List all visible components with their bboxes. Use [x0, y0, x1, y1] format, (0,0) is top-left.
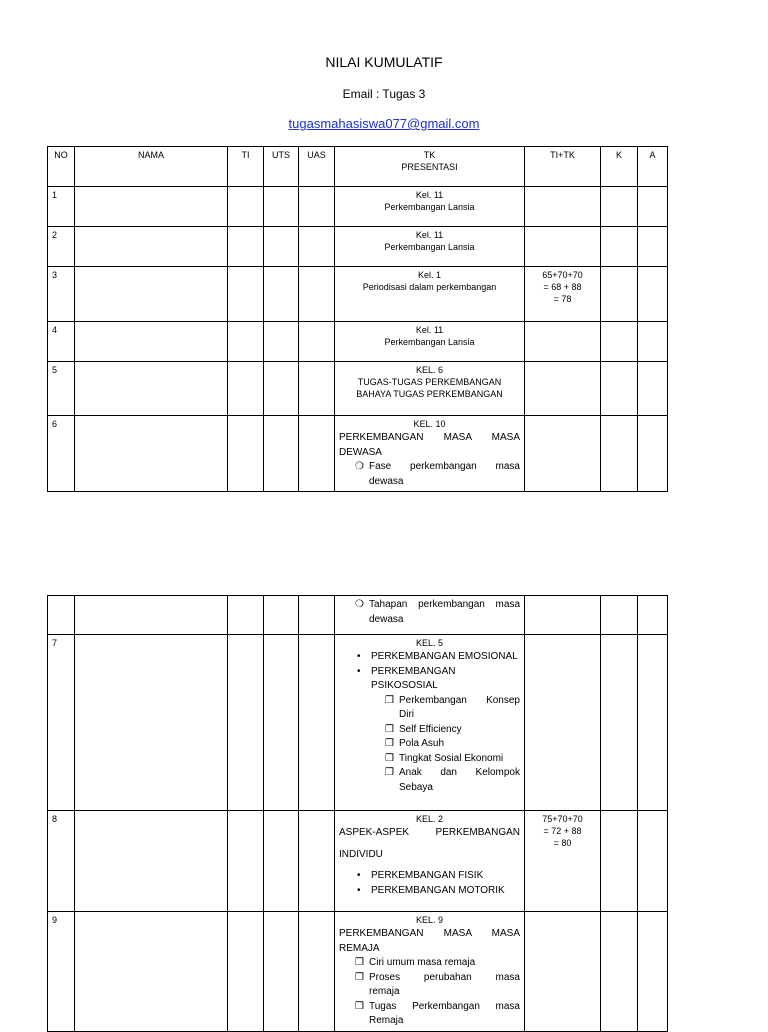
bullet-icon: •: [357, 651, 361, 663]
row-no: 4: [48, 322, 75, 362]
col-uas: UAS: [299, 147, 335, 187]
presentasi-cell: Kel. 11 Perkembangan Lansia: [335, 187, 525, 227]
row-no: 9: [48, 912, 75, 1032]
bullet-icon: •: [357, 870, 361, 882]
square-bullet-icon: ❒: [355, 971, 364, 983]
col-tk-presentasi: [335, 147, 525, 187]
circle-bullet-icon: ❍: [355, 461, 364, 473]
presentasi-cell: ❍ Tahapan perkembangan masa dewasa: [335, 596, 525, 635]
row-no: 5: [48, 362, 75, 416]
presentasi-cell: KEL. 6 TUGAS-TUGAS PERKEMBANGAN BAHAYA TUGAS PERKEMBANGAN: [335, 362, 525, 416]
table-row: [48, 596, 668, 635]
table-row: [48, 912, 668, 1032]
square-bullet-icon: ❒: [385, 694, 394, 706]
presentasi-cell: Kel. 11 Perkembangan Lansia: [335, 322, 525, 362]
grades-table-page-1: [47, 146, 668, 492]
row-no: 1: [48, 187, 75, 227]
presentasi-cell: Kel. 11 Perkembangan Lansia: [335, 227, 525, 267]
presentasi-cell: KEL. 5 • PERKEMBANGAN EMOSIONAL • PERKEMBANGAN PSIKOSOSIAL ❒ Perkembangan Konsep Diri ❒ Self Efficiency ❒ Pola Asuh ❒ Tingkat Sosial Ekonomi ❒ Anak dan Kelompok Sebaya: [335, 635, 525, 811]
col-k: K: [601, 147, 638, 187]
col-no: NO: [48, 147, 75, 187]
square-bullet-icon: ❒: [355, 1000, 364, 1012]
bullet-icon: •: [357, 884, 361, 896]
col-ti-tk: TI+TK: [525, 147, 601, 187]
table-row: [48, 416, 668, 492]
ti-tk-cell: 65+70+70 = 68 + 88 = 78: [525, 267, 601, 322]
square-bullet-icon: ❒: [355, 957, 364, 969]
table-row: [48, 227, 668, 267]
email-link[interactable]: tugasmahasiswa077@gmail.com: [288, 116, 480, 131]
table-row: [48, 635, 668, 811]
square-bullet-icon: ❒: [385, 767, 394, 779]
grades-table-page-2: [47, 595, 668, 1032]
row-no: 2: [48, 227, 75, 267]
row-no: 3: [48, 267, 75, 322]
table-row: [48, 187, 668, 227]
bullet-icon: •: [357, 665, 361, 677]
square-bullet-icon: ❒: [385, 752, 394, 764]
table-row: [48, 322, 668, 362]
row-no: 6: [48, 416, 75, 492]
row-no: 8: [48, 811, 75, 912]
col-a: A: [638, 147, 668, 187]
ti-tk-cell: 75+70+70 = 72 + 88 = 80: [525, 811, 601, 912]
col-uts: UTS: [264, 147, 299, 187]
table-row: [48, 811, 668, 912]
presentasi-cell: KEL. 2 ASPEK-ASPEK PERKEMBANGAN INDIVIDU • PERKEMBANGAN FISIK • PERKEMBANGAN MOTORIK: [335, 811, 525, 912]
table-row: [48, 362, 668, 416]
table-header-row: [48, 147, 668, 187]
row-no: 7: [48, 635, 75, 811]
col-nama: NAMA: [75, 147, 228, 187]
col-presentasi: PRESENTASI: [401, 162, 458, 173]
square-bullet-icon: ❒: [385, 723, 394, 735]
col-ti: TI: [228, 147, 264, 187]
col-tk: TK: [423, 150, 436, 160]
presentasi-cell: KEL. 10 PERKEMBANGAN MASA MASA DEWASA ❍ Fase perkembangan masa dewasa: [335, 416, 525, 492]
presentasi-cell: Kel. 1 Periodisasi dalam perkembangan: [335, 267, 525, 322]
email-line: Email : Tugas 3: [342, 87, 426, 101]
square-bullet-icon: ❒: [385, 738, 394, 750]
circle-bullet-icon: ❍: [355, 599, 364, 610]
page-title: NILAI KUMULATIF: [325, 54, 443, 70]
presentasi-cell: KEL. 9 PERKEMBANGAN MASA MASA REMAJA ❒ Ciri umum masa remaja ❒ Proses perubahan masa remaja ❒ Tugas Perkembangan masa Remaja: [335, 912, 525, 1032]
table-row: [48, 267, 668, 322]
